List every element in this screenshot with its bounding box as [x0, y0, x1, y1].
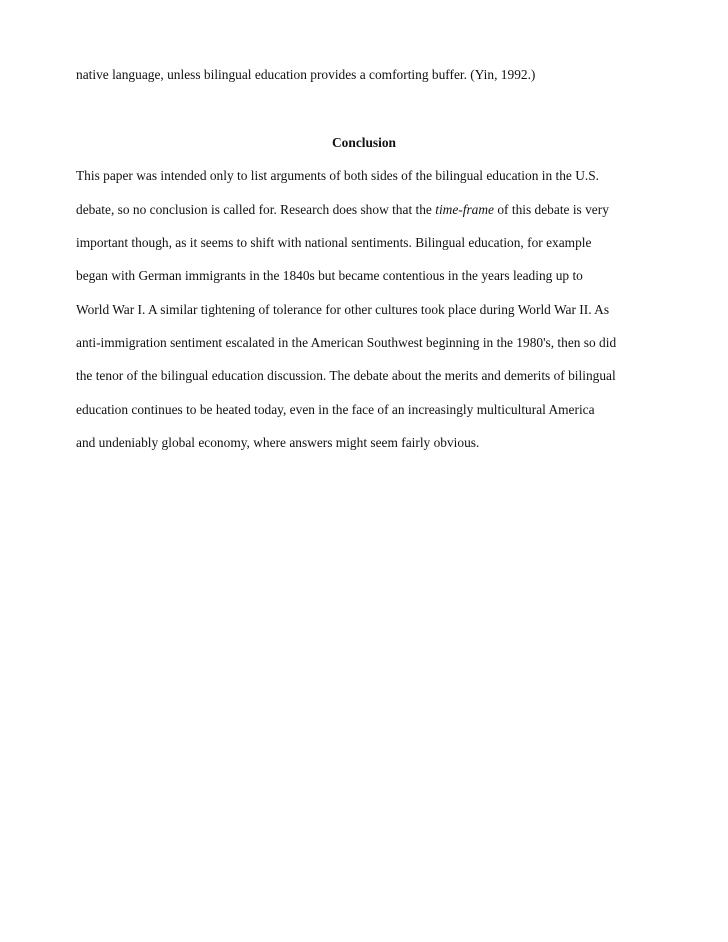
paragraph-line-6: anti-immigration sentiment escalated in the American Southwest beginning in the 1980's, then so did: [76, 335, 617, 350]
paragraph-line-8: education continues to be heated today, even in the face of an increasingly multicultural America: [76, 402, 595, 417]
italic-term: time-frame: [435, 202, 494, 217]
line-2-text-b: of this debate is very: [494, 202, 609, 217]
paragraph-line-7: the tenor of the bilingual education discussion. The debate about the merits and demerits of bilingual: [76, 368, 616, 383]
paragraph-line-2: [76, 202, 676, 218]
paragraph-line-5: World War I. A similar tightening of tolerance for other cultures took place during World War II. As: [76, 302, 610, 317]
carryover-line: native language, unless bilingual education provides a comforting buffer. (Yin, 1992.): [76, 67, 536, 82]
paragraph-line-4: began with German immigrants in the 1840s but became contentious in the years leading up to: [76, 268, 583, 283]
paragraph-line-9: and undeniably global economy, where answers might seem fairly obvious.: [76, 435, 480, 450]
line-2-text-a: debate, so no conclusion is called for. Research does show that the: [76, 202, 436, 217]
paragraph-line-3: important though, as it seems to shift with national sentiments. Bilingual education, for example: [76, 235, 592, 250]
paragraph-line-1: This paper was intended only to list arguments of both sides of the bilingual education in the U.S.: [76, 168, 600, 183]
section-heading: Conclusion: [332, 135, 396, 150]
